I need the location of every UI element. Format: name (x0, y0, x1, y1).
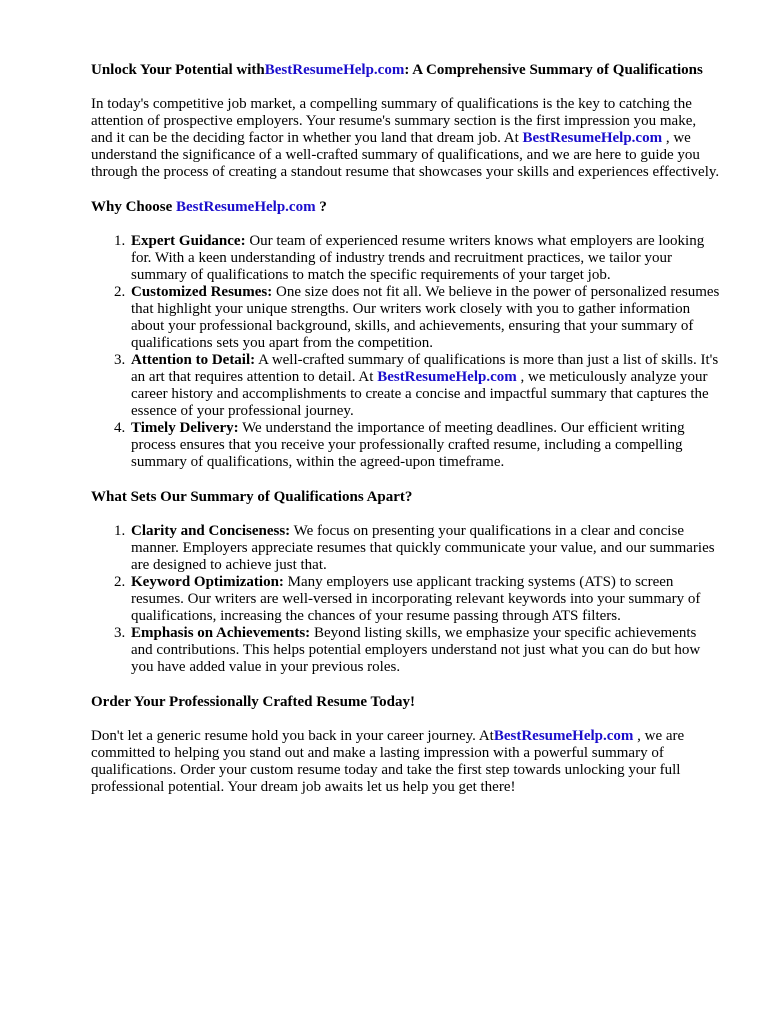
title-suffix: : A Comprehensive Summary of Qualifications (404, 62, 703, 78)
why-heading-prefix: Why Choose (91, 199, 177, 215)
order-paragraph (91, 728, 721, 796)
item-term: Emphasis on Achievements: (131, 625, 311, 641)
intro-link[interactable]: BestResumeHelp.com (522, 130, 663, 146)
title-link[interactable]: BestResumeHelp.com (264, 62, 405, 78)
order-text-2: , we are committed to helping you stand out and make a lasting impression with a powerful summary of qualifications. Order your custom resume today and take the first step towards unlocking your full professional potential. Your dream job awaits let us help you get there! (91, 728, 685, 795)
list-item (129, 284, 721, 352)
why-heading-suffix: ? (315, 199, 327, 215)
intro-text-1: In today's competitive job market, a compelling summary of qualifications is the key to catching the attention of prospective employers. Your resume's summary section is the first impression you make, and it can be the deciding factor in whether you land that dream job. At (91, 96, 697, 146)
item-text: A well-crafted summary of qualifications is more than just a list of skills. It's an art that requires attention to detail. At (131, 352, 719, 385)
list-item (129, 233, 721, 284)
item-text: We understand the importance of meeting deadlines. Our efficient writing process ensures that you receive your professionally crafted resume, including a compelling summary of qualifications, within the agreed-upon timeframe. (131, 420, 685, 470)
list-item (129, 420, 721, 471)
why-choose-heading (91, 199, 721, 216)
order-text-1: Don't let a generic resume hold you back in your career journey. At (91, 728, 494, 744)
item-link[interactable]: BestResumeHelp.com (377, 369, 517, 385)
sets-apart-list (91, 523, 721, 676)
title-prefix: Unlock Your Potential with (91, 62, 265, 78)
order-heading: Order Your Professionally Crafted Resume Today! (91, 694, 416, 710)
item-term: Clarity and Conciseness: (131, 523, 291, 539)
document-title (91, 62, 721, 79)
list-item (129, 574, 721, 625)
item-term: Timely Delivery: (131, 420, 239, 436)
item-text: , we meticulously analyze your career history and accomplishments to create a concise and impactful summary that captures the essence of your professional journey. (131, 369, 709, 419)
list-item (129, 523, 721, 574)
item-text: Our team of experienced resume writers knows what employers are looking for. With a keen understanding of industry trends and recruitment practices, we tailor your summary of qualifications to match the specific requirements of your target job. (131, 233, 705, 283)
order-link[interactable]: BestResumeHelp.com (493, 728, 634, 744)
document-body (91, 62, 721, 814)
item-term: Expert Guidance: (131, 233, 246, 249)
list-item (129, 352, 721, 420)
item-text: Beyond listing skills, we emphasize your specific achievements and contributions. This helps potential employers understand not just what you can do but how you have added value in your previous roles. (131, 625, 701, 675)
why-choose-list (91, 233, 721, 471)
item-term: Customized Resumes: (131, 284, 273, 300)
item-term: Attention to Detail: (131, 352, 256, 368)
item-text: One size does not fit all. We believe in the power of personalized resumes that highlight your unique strengths. Our writers work closely with you to gather information about your professional background, skills, and achievements, ensuring that your summary of qualifications sets you apart from the competition. (131, 284, 720, 351)
intro-text-2: , we understand the significance of a well-crafted summary of qualifications, and we are here to guide you through the process of creating a standout resume that showcases your skills and experiences effectively. (91, 130, 720, 180)
why-heading-link[interactable]: BestResumeHelp.com (176, 199, 316, 215)
intro-paragraph (91, 96, 721, 181)
item-text: We focus on presenting your qualifications in a clear and concise manner. Employers appreciate resumes that quickly communicate your value, and our summaries are designed to achieve just that. (131, 523, 715, 573)
item-term: Keyword Optimization: (131, 574, 284, 590)
item-text: Many employers use applicant tracking systems (ATS) to screen resumes. Our writers are well-versed in incorporating relevant keywords into your summary of qualifications, increasing the chances of your resume passing through ATS filters. (131, 574, 701, 624)
sets-apart-heading: What Sets Our Summary of Qualifications Apart? (91, 489, 413, 505)
list-item (129, 625, 721, 676)
